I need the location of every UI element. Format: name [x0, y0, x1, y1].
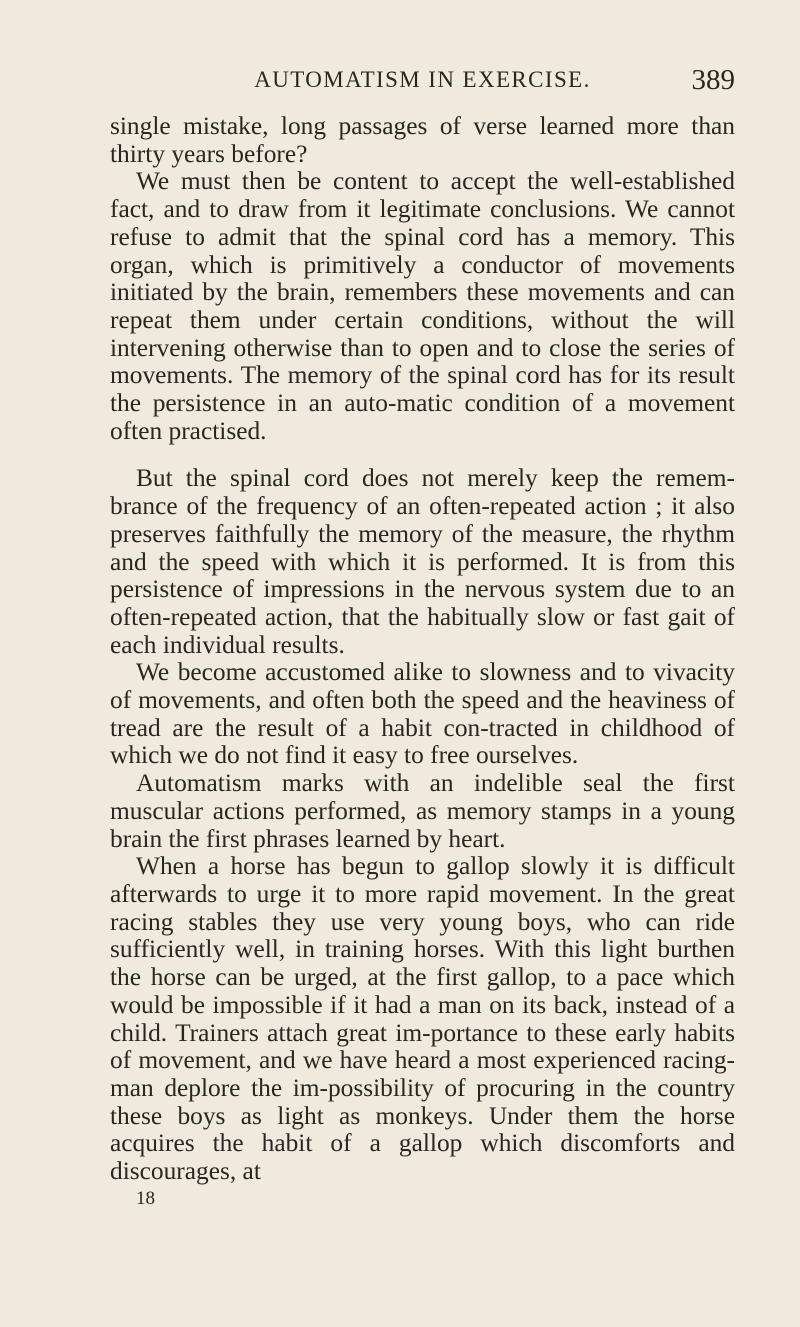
paragraph: single mistake, long passages of verse learned more than thirty years before? [110, 112, 735, 168]
paragraph: We must then be content to accept the well-established fact, and to draw from it legitimate conclusions. We cannot refuse to admit that the spinal cord has a memory. This organ, which is primitively a conductor of movements initiated by the brain, remembers these movements and can repeat them under certain conditions, without the will intervening otherwise than to open and to close the series of movements. The memory of the spinal cord has for its result the persistence in an auto-matic condition of a movement often practised. [110, 167, 735, 445]
page-number: 389 [691, 64, 735, 96]
page-header [110, 60, 735, 100]
paragraph: When a horse has begun to gallop slowly it is difficult afterwards to urge it to more rapid movement. In the great racing stables they use very young boys, who can ride sufficiently well, in training horses. With this light burthen the horse can be urged, at the first gallop, to a pace which would be impossible if it had a man on its back, instead of a child. Trainers attach great im-portance to these early habits of movement, and we have heard a most experienced racing-man deplore the im-possibility of procuring in the country these boys as light as monkeys. Under them the horse acquires the habit of a gallop which discomforts and discourages, at [110, 852, 735, 1186]
paragraph: Automatism marks with an indelible seal the first muscular actions performed, as memory stamps in a young brain the first phrases learned by heart. [110, 769, 735, 853]
paragraph: We become accustomed alike to slowness and to vivacity of movements, and often both the speed and the heaviness of tread are the result of a habit con-tracted in childhood of which we do not find it easy to free ourselves. [110, 658, 735, 770]
running-head: AUTOMATISM IN EXERCISE. [254, 67, 591, 92]
signature-mark: 18 [136, 1188, 155, 1209]
body-text [110, 113, 735, 1186]
paragraph: But the spinal cord does not merely keep the remem-brance of the frequency of an often-repeated action ; it also preserves faithfully the memory of the measure, the rhythm and the speed with which it is performed. It is from this persistence of impressions in the nervous system due to an often-repeated action, that the habitually slow or fast gait of each individual results. [110, 464, 735, 659]
